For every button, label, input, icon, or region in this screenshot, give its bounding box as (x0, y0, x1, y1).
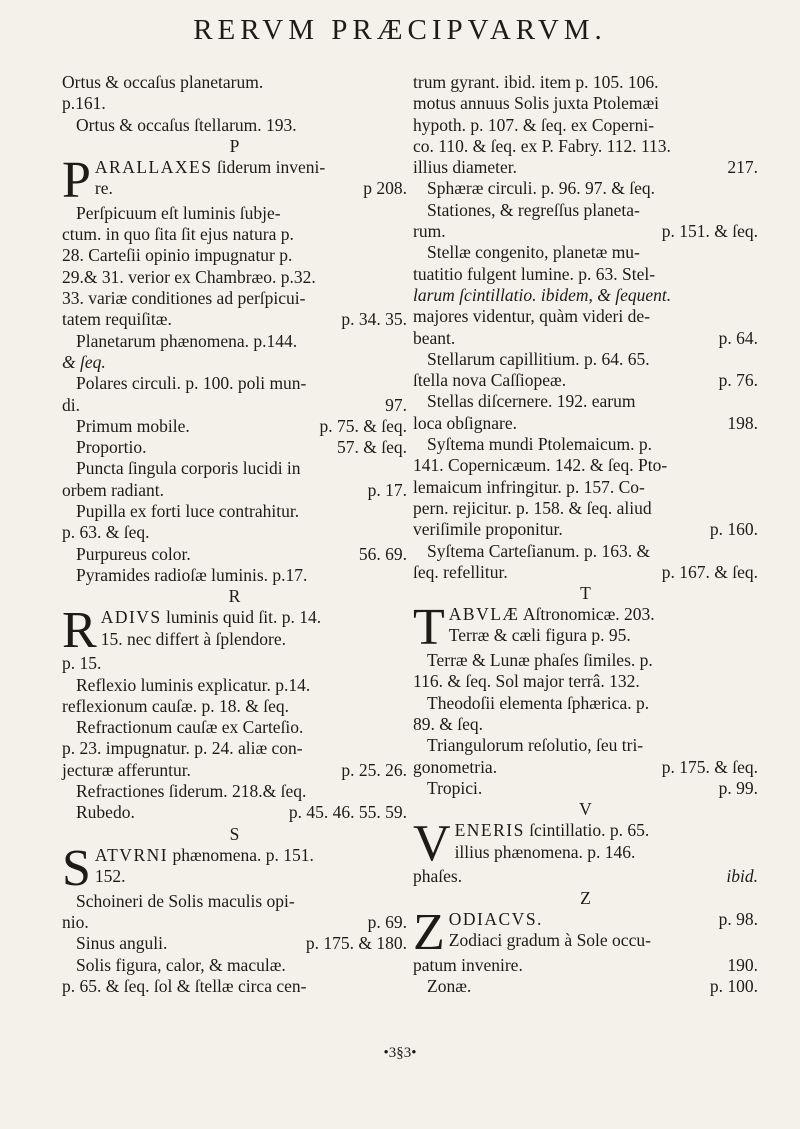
entry-rubedo (62, 802, 407, 823)
entry-puncta: Puncta ſingula corporis lucidi in (76, 458, 301, 479)
entry-schoineri: Schoineri de Solis maculis opi- (76, 890, 295, 911)
entry-ortus-stellarum: Ortus & occaſus ſtellarum. 193. (76, 114, 297, 135)
page-ref: p. 175. & 180. (305, 933, 407, 954)
entry-line: 28. Carteſii opinio impugnatur p. (62, 245, 293, 266)
entry-text: gonometria. (413, 756, 498, 777)
entry-text: patum invenire. (413, 954, 523, 975)
entry-pyramides: Pyramides radioſæ luminis. p.17. (76, 564, 308, 585)
page-ref: p. 98. (718, 908, 758, 929)
entry-line: p. 63. & ſeq. (62, 522, 150, 543)
page-ref: 56. 69. (358, 543, 407, 564)
entry-line: Terræ & cæli figura p. 95. (448, 625, 631, 646)
entry-text: Tropici. (427, 777, 483, 798)
page-ref: 217. (727, 157, 758, 178)
entry-line: p. 23. impugnatur. p. 24. aliæ con- (62, 738, 303, 759)
entry-text: phænomena. p. 151. (172, 844, 314, 865)
footer-ornament: •3§3• (383, 1045, 417, 1061)
entry-line: 89. & ſeq. (413, 714, 483, 735)
left-column (62, 72, 407, 997)
entry-radius (62, 602, 407, 660)
entry-line: lemaicum infringitur. p. 157. Co- (413, 476, 645, 497)
page-ref: p. 64. (718, 327, 758, 348)
entry-theodosii: Theodoſii elementa ſphærica. p. (427, 692, 650, 713)
page-ref: 97. (385, 394, 407, 415)
entry-veneris (413, 815, 758, 873)
caps-word: ATVRNI (94, 844, 169, 865)
section-letter-p: P (229, 135, 240, 156)
section-letter-z: Z (580, 887, 591, 908)
entry-saturni (62, 839, 407, 897)
page-ref: p. 75. & ſeq. (319, 415, 407, 436)
entry-text: rum. (413, 221, 446, 242)
right-column (413, 72, 758, 997)
page-ref: ibid. (726, 866, 758, 887)
caps-word: ODIACVS. (448, 908, 543, 929)
page-ref: p. 167. & ſeq. (661, 561, 758, 582)
page-ref: p. 25. 26. (341, 759, 407, 780)
section-letter-s: S (229, 823, 240, 844)
entry-text: di. (62, 394, 80, 415)
page-ref: p. 17. (367, 479, 407, 500)
entry-line: illius phænomena. p. 146. (454, 841, 636, 862)
page-header: RERVM PRÆCIPVARVM. (193, 14, 607, 46)
entry-stellarum-capillitium: Stellarum capillitium. p. 64. 65. (427, 348, 650, 369)
entry-line: 33. variæ conditiones ad perſpicui- (62, 288, 306, 309)
entry-text: Primum mobile. (76, 415, 190, 436)
entry-line: pern. rejicitur. p. 158. & ſeq. aliud (413, 497, 652, 518)
entry-stationes: Stationes, & regreſſus planeta- (427, 199, 640, 220)
entry-text: re. (94, 178, 113, 199)
entry-line: co. 110. & ſeq. ex P. Fabry. 112. 113. (413, 135, 671, 156)
page-ref: p. 34. 35. (341, 309, 407, 330)
entry-sinus (62, 933, 407, 954)
entry-zonae (413, 976, 758, 997)
page-ref: 57. & ſeq. (337, 437, 407, 458)
drop-cap-p: P (62, 151, 91, 209)
drop-cap-z: Z (413, 903, 445, 961)
caps-word: ENERIS (454, 820, 525, 841)
drop-cap-s: S (62, 839, 91, 897)
entry-zodiacus (413, 903, 758, 961)
entry-perspicuum: Perſpicuum eſt luminis ſubje- (76, 202, 281, 223)
page-ref: 190. (727, 954, 758, 975)
entry-line: 29.& 31. verior ex Chambræo. p.32. (62, 266, 316, 287)
entry-text: Sinus anguli. (76, 933, 168, 954)
section-letter-r: R (228, 586, 241, 607)
entry-planetarum-phaenomena: Planetarum phænomena. p.144. (76, 330, 298, 351)
entry-text: phaſes. (413, 866, 463, 887)
entry-solis-figura: Solis figura, calor, & maculæ. (76, 954, 286, 975)
section-letter-t: T (580, 583, 591, 604)
entry-line: p. 65. & ſeq. ſol & ſtellæ circa cen- (62, 975, 307, 996)
entry-systema-ptolemaicum: Syſtema mundi Ptolemaicum. p. (427, 434, 653, 455)
entry-text: luminis quid ſit. p. 14. (166, 607, 322, 628)
entry-primum-mobile (62, 416, 407, 437)
entry-text: veriſimile proponitur. (413, 519, 563, 540)
page-ref: p. 69. (367, 911, 407, 932)
entry-ortus-planetarum: Ortus & occaſus planetarum. (62, 72, 264, 92)
entry-polares: Polares circuli. p. 100. poli mun- (76, 373, 307, 394)
entry-text: orbem radiant. (62, 479, 165, 500)
entry-text: Proportio. (76, 437, 147, 458)
entry-text: ſcintillatio. p. 65. (529, 820, 650, 841)
entry-parallaxes (62, 151, 407, 209)
entry-line: hypoth. p. 107. & ſeq. ex Coperni- (413, 114, 655, 135)
entry-purpureus (62, 544, 407, 565)
entry-stellae: Stellæ congenito, planetæ mu- (427, 242, 640, 263)
page-ref: p. 100. (709, 975, 758, 996)
entry-systema-cartesianum: Syſtema Carteſianum. p. 163. & (427, 540, 651, 561)
entry-line: reflexionum cauſæ. p. 18. & ſeq. (62, 695, 289, 716)
entry-text: illius diameter. (413, 157, 518, 178)
entry-text: Rubedo. (76, 802, 135, 823)
entry-line: 116. & ſeq. Sol major terrâ. 132. (413, 671, 640, 692)
drop-cap-r: R (62, 602, 97, 660)
entry-line: p.161. (62, 93, 106, 114)
entry-line: majores videntur, quàm videri de- (413, 306, 650, 327)
entry-line: p. 15. (62, 653, 102, 674)
page-ref: p. 160. (709, 519, 758, 540)
entry-line: 141. Copernicæum. 142. & ſeq. Pto- (413, 455, 668, 476)
entry-tabulae (413, 599, 758, 657)
entry-line: tuatitio fulgent lumine. p. 63. Stel- (413, 263, 656, 284)
page-ref: p. 45. 46. 55. 59. (288, 802, 407, 823)
entry-line: 15. nec differt à ſplendore. (100, 628, 286, 649)
section-letter-v: V (579, 799, 592, 820)
entry-proportio (62, 437, 407, 458)
entry-text: & ſeq. (62, 351, 106, 372)
entry-text: larum ſcintillatio. ibidem, & ſequent. (413, 284, 672, 305)
page-ref: p. 76. (718, 370, 758, 391)
caps-word: ABVLÆ (448, 604, 520, 625)
entry-line: Zodiaci gradum à Sole occu- (448, 929, 651, 950)
entry-line: 152. (94, 865, 126, 886)
entry-text: ſiderum inveni- (216, 156, 326, 177)
entry-text: Zonæ. (427, 975, 472, 996)
entry-sphaerae: Sphæræ circuli. p. 96. 97. & ſeq. (427, 178, 655, 199)
page-ref: p. 151. & ſeq. (661, 221, 758, 242)
entry-text: beant. (413, 327, 456, 348)
page-ref: p 208. (363, 178, 407, 199)
entry-triangulorum: Triangulorum reſolutio, ſeu tri- (427, 735, 644, 756)
entry-pupilla: Pupilla ex forti luce contrahitur. (76, 501, 300, 522)
page-ref: p. 99. (718, 777, 758, 798)
entry-refractiones-siderum: Refractiones ſiderum. 218.& ſeq. (76, 781, 307, 802)
entry-line: motus annuus Solis juxta Ptolemæi (413, 93, 659, 114)
entry-text: ſtella nova Caſſiopeæ. (413, 370, 567, 391)
entry-line: trum gyrant. ibid. item p. 105. 106. (413, 72, 659, 92)
entry-text: jecturæ afferuntur. (62, 759, 191, 780)
entry-line: ctum. in quo ſita ſit ejus natura p. (62, 224, 294, 245)
entry-text: Aſtronomicæ. 203. (522, 604, 655, 625)
page-ref: p. 175. & ſeq. (661, 756, 758, 777)
drop-cap-t: T (413, 599, 445, 657)
caps-word: ADIVS (100, 607, 162, 628)
entry-refractionum: Refractionum cauſæ ex Carteſio. (76, 717, 304, 738)
entry-stellas-discernere: Stellas diſcernere. 192. earum (427, 391, 636, 412)
entry-text: Purpureus color. (76, 543, 191, 564)
entry-text: ſeq. refellitur. (413, 561, 508, 582)
entry-text: nio. (62, 911, 89, 932)
page-ref: 198. (727, 412, 758, 433)
caps-word: ARALLAXES (94, 156, 213, 177)
drop-cap-v: V (413, 815, 451, 873)
entry-text: loca obſignare. (413, 412, 517, 433)
entry-terrae-lunae: Terræ & Lunæ phaſes ſimiles. p. (427, 650, 653, 671)
entry-tropici (413, 778, 758, 799)
entry-text: tatem requiſitæ. (62, 309, 172, 330)
entry-reflexio: Reflexio luminis explicatur. p.14. (76, 674, 311, 695)
